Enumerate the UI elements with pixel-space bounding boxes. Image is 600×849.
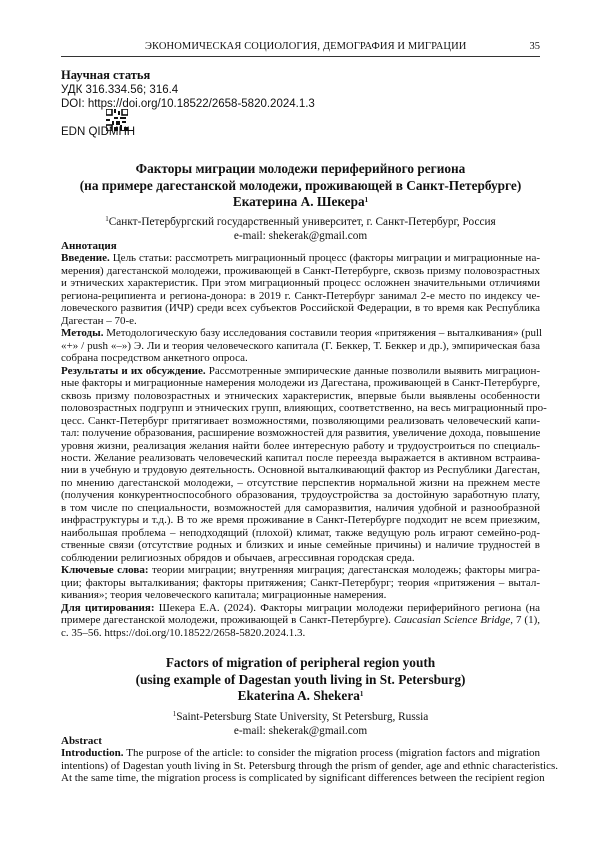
paragraph-label: Результаты и их обсуждение.: [61, 365, 206, 377]
text-line: [61, 552, 540, 564]
en-author: [61, 688, 540, 704]
text-line: [61, 315, 540, 327]
udk: УДК 316.334.56; 316.4: [61, 83, 315, 97]
abstract-paragraph: [61, 747, 540, 784]
text-line: [61, 452, 540, 464]
text-line: [61, 402, 540, 414]
line-text: и этнических характеристик. При этом миграционный процесс осложнен значительными отличиями: [61, 277, 540, 289]
line-text: примере дагестанской молодежи, проживающей в Санкт-Петербурге).: [61, 614, 394, 626]
line-text: Шекера Е.А. (2024). Факторы миграции молодежи периферийного региона (на: [155, 602, 541, 614]
line-text: At the same time, the migration process is complicated by significant differences between the recipient region: [61, 772, 545, 784]
line-text: «+» / push «–») Э. Ли и теория человеческого капитала (Г. Беккер, Т. Беккер и др.), эмпирическая база: [61, 340, 540, 352]
line-text: наибольшая проблема – неподходящий (плохой) климат, также ведущую роль играют семейно-род-: [61, 527, 540, 539]
text-line: [61, 477, 540, 489]
line-text: ности. Желание реализовать человеческий капитал после переезда выражается в активном встраива-: [61, 452, 540, 464]
author-name: Екатерина А. Шекера: [233, 194, 365, 209]
abstract-paragraph: [61, 327, 540, 364]
text-line: [61, 577, 540, 589]
line-text: ственные связи (отсутствие родных и близких и иные семейные причины) и наличие трудностей в: [61, 539, 540, 551]
text-line: [61, 589, 540, 601]
text-line: [61, 772, 540, 784]
affiliation-text: Санкт-Петербургский государственный университет, г. Санкт-Петербург, Россия: [109, 216, 496, 228]
text-line: [61, 502, 540, 514]
en-title-line: Factors of migration of peripheral region youth: [61, 655, 540, 672]
line-text: в том числе по специальности, возможностей для саморазвития, наличия удобной и разнообразной: [61, 502, 540, 514]
article-type: Научная статья: [61, 68, 150, 82]
line-text: по мнению дагестанской молодежи, – отсутствие перспектив нормальной жизни на прежнем месте: [61, 477, 540, 489]
article-meta: [61, 68, 315, 111]
en-affiliation: [61, 707, 540, 738]
text-line: [61, 464, 540, 476]
line-text: ции; факторы выталкивания; факторы притяжения; Санкт-Петербург; теория «притяжения – вытал-: [61, 577, 540, 589]
line-text: Рассмотренные эмпирические данные позволили выявить миграцион-: [206, 365, 540, 377]
text-line: [61, 602, 540, 614]
line-text: The purpose of the article: to consider the migration process (migration factors and migration: [123, 747, 540, 759]
doi-link[interactable]: DOI: https://doi.org/10.18522/2658-5820.2024.1.3: [61, 97, 315, 111]
text-line: [61, 277, 540, 289]
paragraph-label: Для цитирования:: [61, 602, 155, 614]
text-line: [61, 415, 540, 427]
line-text: тал: получение образования, расширение возможностей для развития, увеличение дохода, повышение: [61, 427, 540, 439]
line-text: ные факторы и миграционные намерения молодежи из Дагестана, проживающей в Санкт-Петербурге,: [61, 377, 540, 389]
line-text: Дагестан – 70-е.: [61, 315, 137, 327]
ru-author: [61, 194, 540, 210]
text-line: [61, 327, 540, 339]
text-line: [61, 747, 540, 759]
line-text: цесс. Санкт-Петербург притягивает возможностями, позволяющими реализовать человеческий капи-: [61, 415, 540, 427]
line-text: , 7 (1),: [510, 614, 540, 626]
ru-affiliation: [61, 212, 540, 243]
ru-abstract: [61, 240, 540, 639]
text-line: [61, 564, 540, 576]
text-line: [61, 489, 540, 501]
line-text: нии в учебную и трудовую деятельность. Основной выталкивающий фактор из Республики Дагестан,: [61, 464, 540, 476]
en-title: [61, 655, 540, 688]
affiliation-marker: 1: [173, 710, 177, 718]
line-text: половозрастных подгрупп и этнических групп, влияющих, соответственно, на весь миграционный про-: [61, 402, 547, 414]
line-text: с. 35–56. https://doi.org/10.18522/2658-5820.2024.1.3.: [61, 627, 305, 639]
text-line: [61, 440, 540, 452]
text-line: [61, 390, 540, 402]
ru-title: [61, 161, 540, 194]
author-email[interactable]: e-mail: shekerak@gmail.com: [61, 724, 540, 738]
paragraph-label: Введение.: [61, 252, 110, 264]
text-line: [61, 514, 540, 526]
author-name: Ekaterina A. Shekera: [238, 688, 360, 703]
paragraph-label: Introduction.: [61, 747, 123, 759]
paragraph-label: Ключевые слова:: [61, 564, 148, 576]
text-line: [61, 760, 540, 772]
text-line: [61, 377, 540, 389]
journal-name: Caucasian Science Bridge: [394, 614, 510, 626]
affiliation-marker: 1: [365, 196, 369, 204]
text-line: [61, 527, 540, 539]
text-line: [61, 290, 540, 302]
author-email[interactable]: e-mail: shekerak@gmail.com: [61, 229, 540, 243]
line-text: теории миграции; внутренняя миграция; дагестанская молодежь; факторы мигра-: [148, 564, 540, 576]
paragraph-label: Методы.: [61, 327, 103, 339]
text-line: [61, 627, 540, 639]
edn: EDN QIDMHH: [61, 125, 135, 139]
ru-title-line: Факторы миграции молодежи периферийного региона: [61, 161, 540, 178]
line-text: соблюдении религиозных обрядов и обычаев, агрессивная городская среда.: [61, 552, 415, 564]
line-text: мерения) дагестанской молодежи, проживающей в Санкт-Петербурге, сквозь призму половозрастных: [61, 265, 540, 277]
journal-section-title: ЭКОНОМИЧЕСКАЯ СОЦИОЛОГИЯ, ДЕМОГРАФИЯ И МИГРАЦИИ: [145, 41, 466, 52]
en-title-line: (using example of Dagestan youth living in St. Petersburg): [61, 672, 540, 689]
text-line: [61, 265, 540, 277]
line-text: сквозь призму половозрастных и этнических характеристик, впервые были выявлены особенности: [61, 390, 540, 402]
page-number: 35: [530, 41, 541, 52]
line-text: собрана посредством анкетного опроса.: [61, 352, 248, 364]
ru-title-line: (на примере дагестанской молодежи, проживающей в Санкт-Петербурге): [61, 178, 540, 195]
text-line: [61, 427, 540, 439]
text-line: [61, 614, 540, 626]
text-line: [61, 252, 540, 264]
line-text: региона-реципиента и региона-донора: в 2019 г. Санкт-Петербург занимал 2-е место по индексу че-: [61, 290, 540, 302]
affiliation-marker: 1: [360, 690, 364, 698]
line-text: Цель статьи: рассмотреть миграционный процесс (факторы миграции и миграционные на-: [110, 252, 540, 264]
line-text: кивания»; теория человеческого капитала; миграционные намерения.: [61, 589, 386, 601]
running-head: [61, 40, 540, 57]
abstract-paragraph: [61, 602, 540, 639]
abstract-paragraph: [61, 252, 540, 327]
line-text: уровня жизни, реализация желания найти более интересную работу и трудоустроиться по специаль-: [61, 440, 540, 452]
line-text: Методологическую базу исследования составили теория «притяжения – выталкивания» (pull: [103, 327, 542, 339]
affiliation-marker: 1: [105, 215, 109, 223]
text-line: [61, 340, 540, 352]
text-line: [61, 302, 540, 314]
en-abstract: [61, 735, 540, 785]
line-text: intentions) of Dagestan youth living in St. Petersburg through the prism of gender, age and ethnic characteristics.: [61, 760, 558, 772]
abstract-heading: Abstract: [61, 735, 540, 747]
line-text: ловеческого развития (ИЧР) среди всех субъектов Российской Федерации, в то время как Республика: [61, 302, 540, 314]
text-line: [61, 352, 540, 364]
abstract-paragraph: [61, 564, 540, 601]
line-text: (получения конкурентноспособного образования, трудоустройства за достойную заработную плату,: [61, 489, 540, 501]
abstract-heading: Аннотация: [61, 240, 540, 252]
text-line: [61, 365, 540, 377]
line-text: инфраструктуры и т.д.). В то же время проживание в Санкт-Петербурге подходит не всем приезжим,: [61, 514, 540, 526]
affiliation-text: Saint-Petersburg State University, St Petersburg, Russia: [176, 711, 428, 723]
abstract-paragraph: [61, 365, 540, 565]
text-line: [61, 539, 540, 551]
